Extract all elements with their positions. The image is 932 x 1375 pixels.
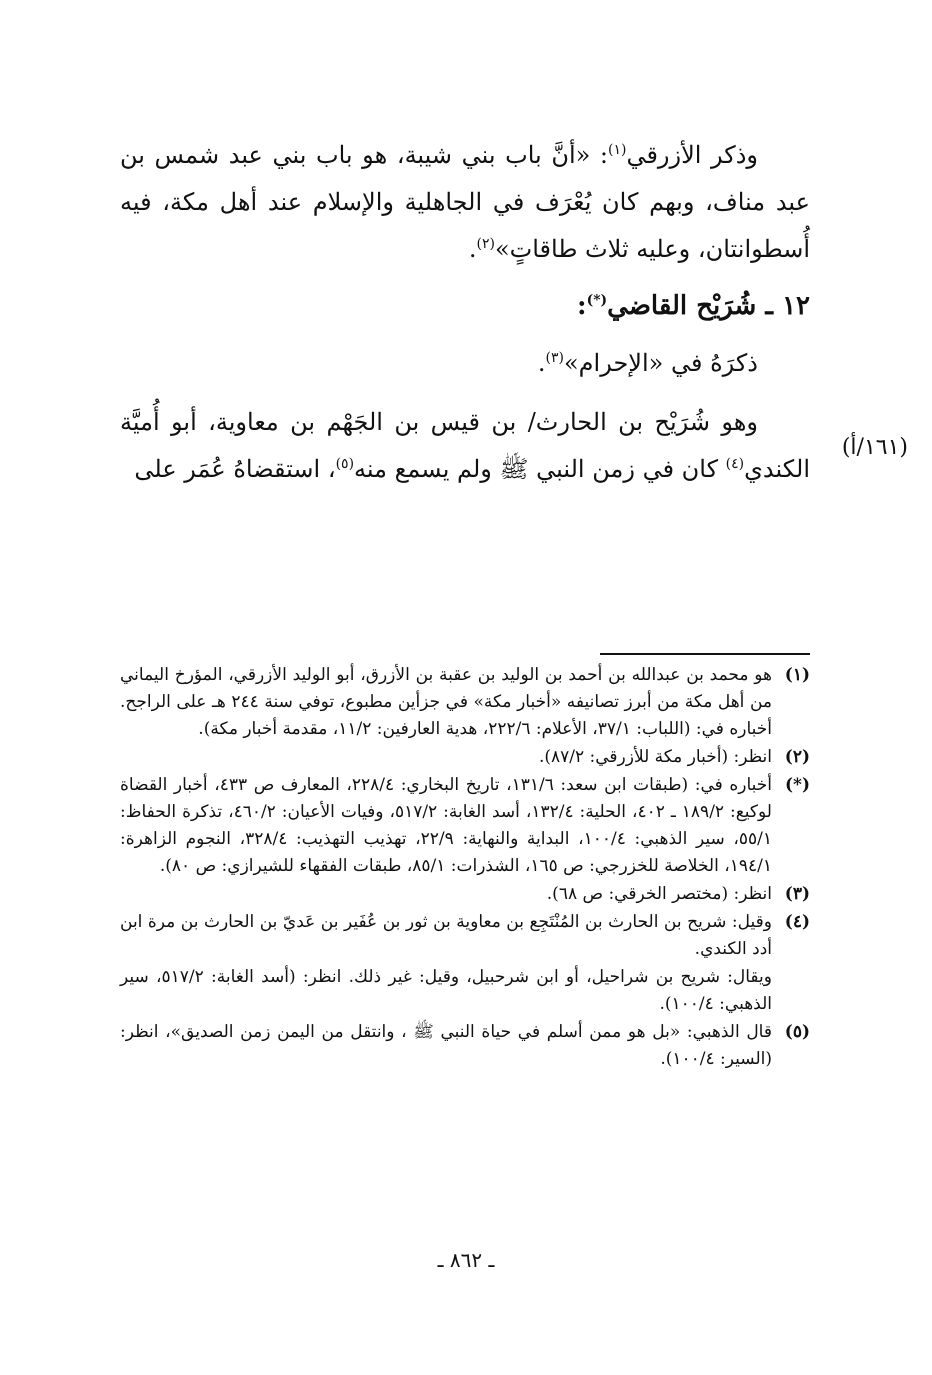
footnote-4 xyxy=(120,909,810,963)
paragraph-azraqi xyxy=(120,132,810,273)
paragraph-text: : «أنَّ باب بني شيبة، هو باب بني عبد شمس بن عبد مناف، وبهم كان يُعْرَف في الجاهلية والإسلام عند أهل مكة، فيه أُسطوانتان، وعليه ثلاث طاقاتٍ» xyxy=(120,141,810,263)
footnote-text: قال الذهبي: «بل هو ممن أسلم في حياة النبي ﷺ ، وانتقل من اليمن زمن الصديق»، انظر: (السير: ١٠٠/٤). xyxy=(120,1022,772,1069)
footnote-ref-1: (١) xyxy=(607,142,627,158)
footnote-text: وقيل: شريح بن الحارث بن المُنْتَجِع بن معاوية بن ثور بن عُفَير بن عَديّ بن الحارث بن مرة ابن أدد الكندي. xyxy=(120,912,772,959)
footnote-5 xyxy=(120,1019,810,1073)
paragraph-text: كان في زمن النبي ﷺ ولم يسمع منه xyxy=(354,455,726,483)
footnote-star xyxy=(120,772,810,880)
footnote-text: هو محمد بن عبدالله بن أحمد بن الوليد بن عقبة بن الأزرق، أبو الوليد الأزرقي، المؤرخ اليماني من أهل مكة من أبرز تصانيفه «أخبار مكة» في جزأين مطبوع، توفي سنة ٢٤٤ هـ على الراجح. أخباره في: (اللباب: ٣٧/١، الأعلام: ٢٢٢/٦، هدية العارفين: ١١/٢، مقدمة أخبار مكة). xyxy=(120,665,772,739)
footnote-text: ويقال: شريح بن شراحيل، أو ابن شرحبيل، وقيل: غير ذلك. انظر: (أسد الغابة: ٥١٧/٢، سير الذهبي: ١٠٠/٤). xyxy=(120,967,772,1014)
paragraph-end: . xyxy=(537,349,546,377)
footnote-number: (٣) xyxy=(784,884,810,904)
footnote-ref-5: (٥) xyxy=(335,456,355,472)
paragraph-text: وهو شُرَيْح بن الحارث/ بن قيس بن الجَهْم بن معاوية، أبو أُميَّة الكندي xyxy=(120,408,810,483)
paragraph-text: وذكر الأزرقي xyxy=(626,141,759,169)
page-number: ـ ٨٦٢ ـ xyxy=(437,1248,495,1272)
heading-end: : xyxy=(576,291,587,321)
footnote-ref-2: (٢) xyxy=(476,236,495,252)
main-text xyxy=(120,132,810,493)
footnote-number: (*) xyxy=(785,775,810,795)
footnote-number: (٤) xyxy=(784,912,810,932)
section-heading xyxy=(120,283,810,330)
footnote-3 xyxy=(120,881,810,908)
manuscript-folio-ref: (١٦١/أ) xyxy=(841,435,908,460)
footnote-2 xyxy=(120,744,810,771)
paragraph-text: ذكرَهُ في «الإحرام» xyxy=(564,349,758,377)
footnote-number: (٢) xyxy=(784,747,810,767)
paragraph-ihram xyxy=(120,340,810,387)
footnote-ref-star: (*) xyxy=(586,292,608,309)
footnote-divider xyxy=(600,653,810,655)
footnote-text: انظر: (أخبار مكة للأزرقي: ٨٧/٢). xyxy=(538,747,772,767)
footnote-text: أخباره في: (طبقات ابن سعد: ١٣١/٦، تاريخ البخاري: ٢٢٨/٤، المعارف ص ٤٣٣، أخبار القضاة لوكيع: ١٨٩/٢ ـ ٤٠٢، الحلية: ١٣٢/٤، أسد الغابة: ٥١٧/٢، وفيات الأعيان: ٤٦٠/٢، تذكرة الحفاظ: ٥٥/١، سير الذهبي: ١٠٠/٤، البداية والنهاية: ٢٢/٩، تهذيب التهذيب: ٣٢٨/٤، النجوم الزاهرة: ١٩٤/١، الخلاصة للخزرجي: ص ١٦٥، الشذرات: ٨٥/١، طبقات الفقهاء للشيرازي: ص ٨٠). xyxy=(120,775,772,876)
heading-text: ١٢ ـ شُرَيْح القاضي xyxy=(607,291,810,321)
paragraph-shurayh xyxy=(120,399,810,493)
footnote-1 xyxy=(120,662,810,743)
paragraph-end: . xyxy=(468,235,477,263)
footnote-4-continued xyxy=(120,964,810,1018)
footnote-number: (٥) xyxy=(784,1022,810,1042)
footnote-text: انظر: (مختصر الخرقي: ص ٦٨). xyxy=(546,884,772,904)
footnote-ref-4: (٤) xyxy=(725,456,745,472)
footnotes xyxy=(120,662,810,1074)
footnote-ref-3: (٣) xyxy=(545,350,564,366)
paragraph-text: ، استقضاهُ عُمَر على xyxy=(134,455,336,483)
footnote-number: (١) xyxy=(784,665,810,685)
